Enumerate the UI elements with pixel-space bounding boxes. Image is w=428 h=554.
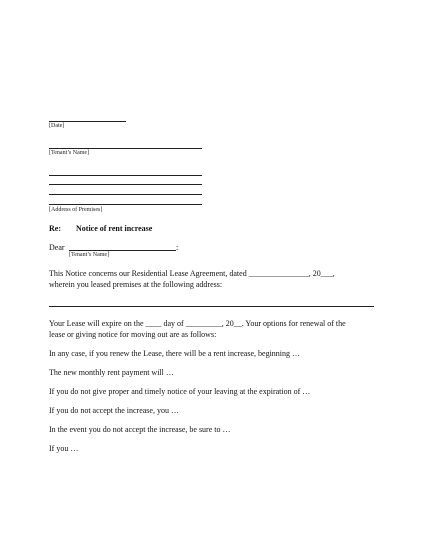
para-payment: The new monthly rent payment will … (49, 368, 174, 377)
para-accept: If you do not accept the increase, you … (49, 406, 179, 415)
para-expire-line-2: lease or giving notice for moving out are as follows: (49, 330, 217, 339)
para-notice: If you do not give proper and timely notice of your leaving at the expiration of … (49, 387, 311, 396)
para-event: In the event you do not accept the increase, be sure to … (49, 425, 231, 434)
tenant-name-label: [Tenant’s Name] (49, 150, 90, 156)
date-line (49, 121, 126, 122)
re-subject: Notice of rent increase (76, 224, 153, 233)
address-line-2 (49, 184, 202, 185)
dear-tenant-label: [Tenant’s Name] (69, 252, 110, 258)
dear-colon: : (176, 243, 179, 252)
para-renew: In any case, if you renew the Lease, there will be a rent increase, beginning … (49, 349, 301, 358)
address-line-4 (49, 204, 202, 205)
address-line-3 (49, 194, 202, 195)
address-label: [Address of Premises] (49, 207, 103, 213)
date-label: [Date] (49, 123, 65, 129)
address-line-1 (49, 175, 202, 176)
para-expire-line-1: Your Lease will expire on the ____ day of _________, 20__. Your options for renewal of the (49, 319, 346, 328)
para-intro-line-1: This Notice concerns our Residential Lease Agreement, dated _______________, 20___, (49, 269, 335, 278)
re-label: Re: (49, 224, 61, 233)
para-if: If you … (49, 444, 79, 453)
premises-address-line (49, 306, 374, 307)
tenant-name-line (49, 148, 202, 149)
para-intro-line-2: wherein you leased premises at the following address: (49, 280, 223, 289)
dear-name-line (69, 250, 176, 251)
dear-label: Dear (49, 243, 65, 252)
